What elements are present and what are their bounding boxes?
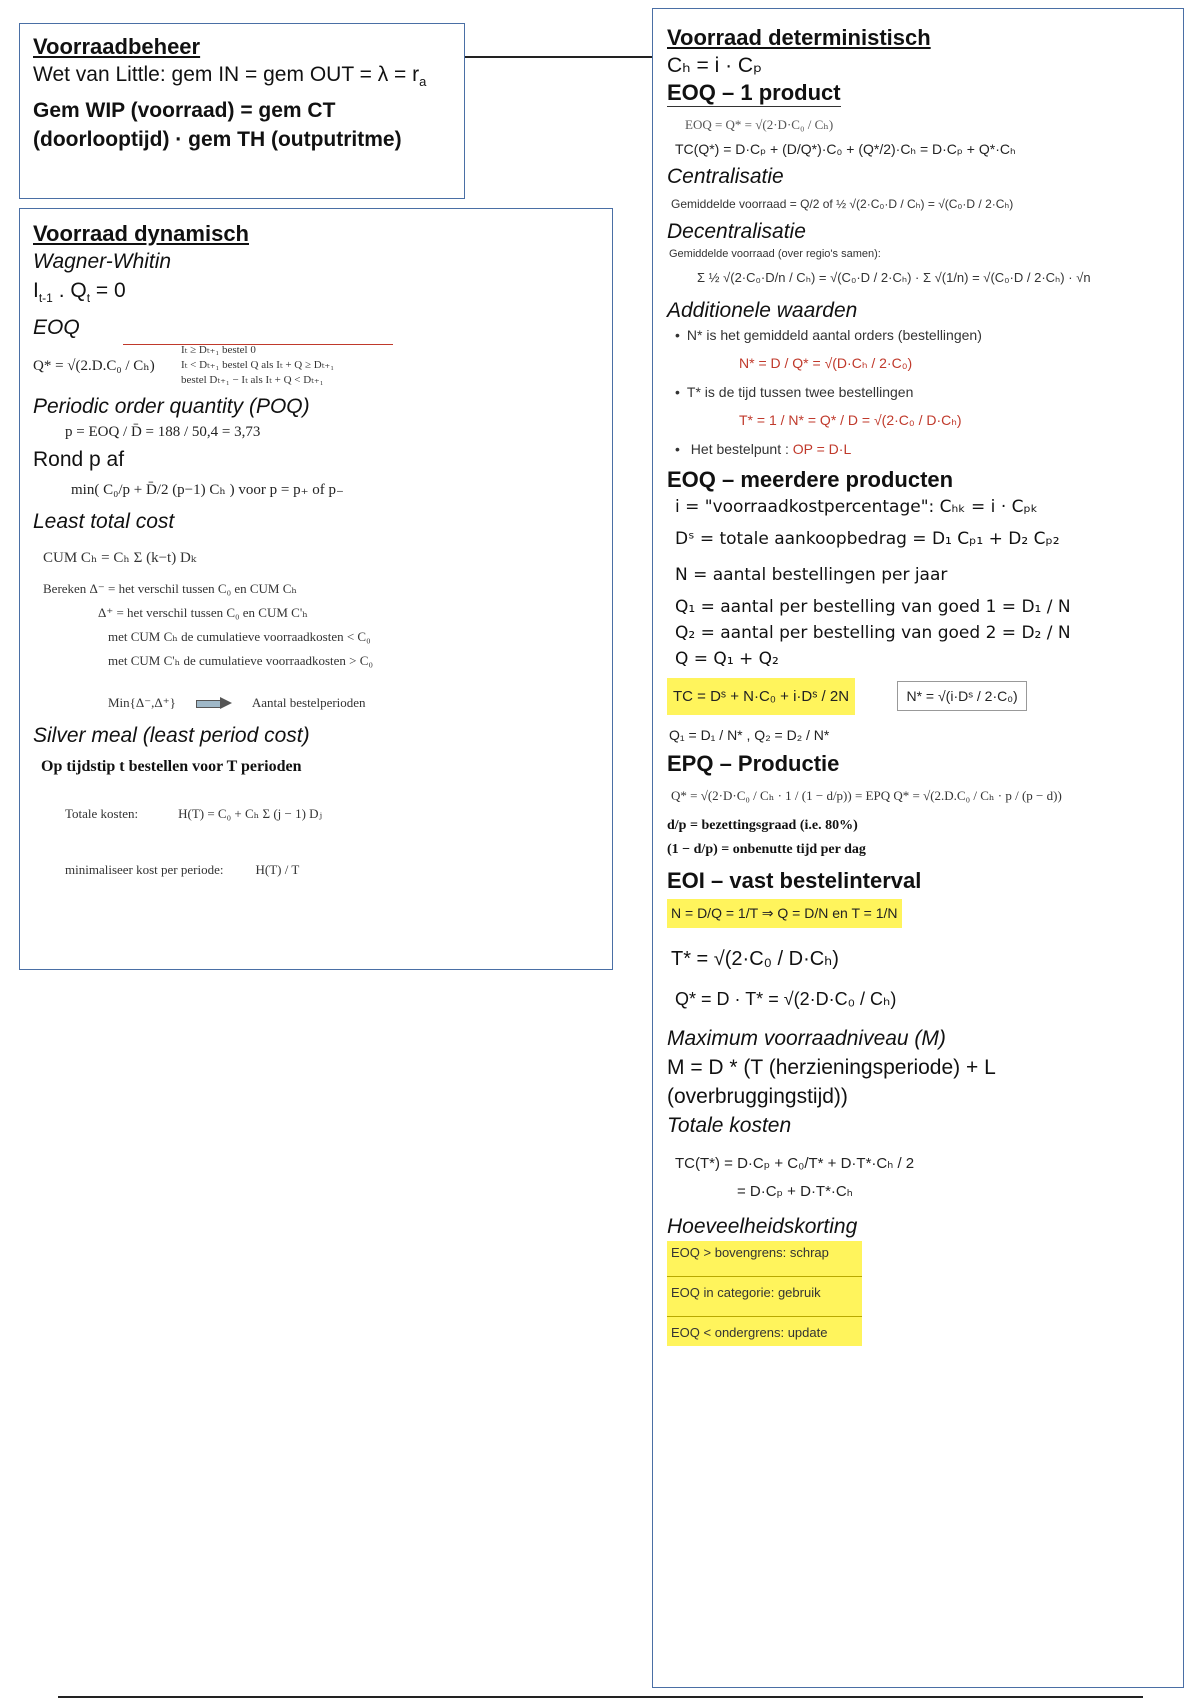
tct-1: TC(T*) = D·Cₚ + C₀/T* + D·T*·Cₕ / 2 bbox=[675, 1155, 915, 1172]
multi-def: Q = Q₁ + Q₂ bbox=[675, 649, 779, 669]
q-star: Q* = D · T* = √(2·D·C₀ / Cₕ) bbox=[675, 989, 897, 1009]
eoq1-formula: EOQ = Q* = √(2·D·C₀ / Cₕ) bbox=[685, 117, 834, 132]
dp-line: d/p = bezettingsgraad (i.e. 80%) bbox=[667, 818, 858, 833]
epq-heading: EPQ – Productie bbox=[667, 751, 840, 776]
met-line: met CUM Cₕ de cumulatieve voorraadkosten < C₀ bbox=[108, 629, 371, 645]
hoev-heading: Hoeveelheidskorting bbox=[667, 1215, 858, 1238]
eoq-heading: EOQ bbox=[33, 316, 80, 340]
optijd-text: Op tijdstip t bestellen voor T perioden bbox=[41, 758, 302, 776]
tc-formula: TC(Q*) = D·Cₚ + (D/Q*)·C₀ + (Q*/2)·Cₕ = D·Cₚ + Q*·Cₕ bbox=[675, 141, 1016, 157]
n-bullet: • N* is het gemiddeld aantal orders (bestellingen) bbox=[675, 327, 1169, 343]
op-value: OP = D·L bbox=[792, 441, 852, 457]
decentral-heading: Decentralisatie bbox=[667, 220, 806, 243]
ht-formula: H(T) = C₀ + Cₕ Σ (j − 1) Dⱼ bbox=[178, 806, 322, 822]
wagner-heading: Wagner-Whitin bbox=[33, 250, 172, 273]
it-text: I bbox=[33, 279, 39, 302]
multi-def: Q₁ = aantal per bestelling van goed 1 = D₁ / N bbox=[675, 597, 1071, 617]
eoi-formula: N = D/Q = 1/T ⇒ Q = D/N en T = 1/N bbox=[667, 899, 902, 928]
multi-def: i = "voorraadkostpercentage": Cₕₖ = i · Cₚₖ bbox=[675, 497, 1039, 517]
arrow-icon bbox=[196, 697, 232, 709]
little-text: Wet van Little: gem IN = gem OUT = λ = r bbox=[33, 63, 420, 86]
ltc-heading: Least total cost bbox=[33, 510, 175, 534]
eoq-formula: Q* = √(2.D.C₀ / Cₕ) bbox=[33, 358, 155, 375]
box-title: Voorraad dynamisch bbox=[33, 221, 249, 246]
it-tail: = 0 bbox=[90, 279, 126, 302]
eoq-rules bbox=[181, 343, 334, 388]
korting-rule: EOQ in categorie: gebruik bbox=[667, 1277, 862, 1317]
cum-formula: CUM Cₕ = Cₕ Σ (k−t) Dₖ bbox=[43, 550, 197, 567]
eoq-rule: Iₜ ≥ Dₜ₊₁ bestel 0 bbox=[181, 344, 256, 357]
t-bullet: • T* is de tijd tussen twee bestellingen bbox=[675, 384, 1169, 400]
met-line: met CUM C'ₕ de cumulatieve voorraadkosten > C₀ bbox=[108, 653, 373, 669]
min-delta-row bbox=[108, 695, 599, 711]
footer-rule bbox=[58, 1696, 1143, 1698]
htt-formula: H(T) / T bbox=[255, 862, 300, 878]
min-delta: Min{Δ⁻,Δ⁺} bbox=[108, 695, 176, 711]
dp-block bbox=[667, 814, 1169, 862]
eoq-formula-block bbox=[33, 343, 599, 388]
eoqm-heading: EOQ – meerdere producten bbox=[667, 467, 954, 492]
box-title: Voorraad deterministisch bbox=[667, 25, 931, 50]
eoq1-heading: EOQ – 1 product bbox=[667, 80, 841, 105]
wip-line-1: Gem WIP (voorraad) = gem CT bbox=[33, 99, 336, 123]
q-multi: Q₁ = D₁ / N* , Q₂ = D₂ / N* bbox=[669, 727, 830, 743]
epq-formula: Q* = √(2·D·C₀ / Cₕ · 1 / (1 − d/p)) = EPQ Q* = √(2.D.C₀ / Cₕ · p / (p − d)) bbox=[671, 788, 1062, 803]
it-sub: t-1 bbox=[38, 291, 53, 306]
op-bullet bbox=[675, 441, 1169, 457]
dp-line: (1 − d/p) = onbenutte tijd per dag bbox=[667, 842, 866, 857]
bereken-line: Δ⁺ = het verschil tussen C₀ en CUM C'ₕ bbox=[98, 605, 308, 621]
it-sub2: t bbox=[86, 291, 91, 306]
korting-rule: EOQ < ondergrens: update bbox=[671, 1325, 828, 1340]
voorraad-deterministisch-box bbox=[652, 8, 1184, 1688]
totk-heading: Totale kosten bbox=[667, 1114, 792, 1137]
rond-heading: Rond p af bbox=[33, 448, 125, 472]
min-formula: min( C₀/p + D̄/2 (p−1) Cₕ ) voor p = p₊ of p₋ bbox=[71, 482, 344, 499]
t-formula: T* = 1 / N* = Q* / D = √(2·C₀ / D·Cₕ) bbox=[739, 412, 962, 428]
multi-def: N = aantal bestellingen per jaar bbox=[675, 565, 948, 585]
m-formula-2: (overbruggingstijd)) bbox=[667, 1085, 848, 1108]
eoq-rule: Iₜ < Dₜ₊₁ bestel Q als Iₜ + Q ≥ Dₜ₊₁ bbox=[181, 359, 335, 372]
t-star: T* = √(2·C₀ / D·Cₕ) bbox=[671, 948, 839, 970]
m-formula-1: M = D * (T (herzieningsperiode) + L bbox=[667, 1056, 996, 1079]
n-formula: N* = D / Q* = √(D·Cₕ / 2·C₀) bbox=[739, 355, 913, 371]
tct-2: = D·Cₚ + D·T*·Cₕ bbox=[737, 1183, 853, 1200]
connector-line bbox=[464, 56, 652, 58]
silver-heading: Silver meal (least period cost) bbox=[33, 724, 310, 748]
little-law bbox=[33, 60, 451, 96]
korting-block bbox=[667, 1241, 862, 1346]
multi-defs bbox=[675, 494, 1169, 672]
bereken-line: Bereken Δ⁻ = het verschil tussen C₀ en CUM Cₕ bbox=[43, 581, 298, 597]
decentral-note: Gemiddelde voorraad (over regio's samen): bbox=[669, 248, 881, 260]
add-heading: Additionele waarden bbox=[667, 299, 858, 322]
central-heading: Centralisatie bbox=[667, 165, 784, 188]
n-multi: N* = √(i·Dˢ / 2·C₀) bbox=[897, 681, 1026, 711]
minim-label: minimaliseer kost per periode: bbox=[65, 862, 224, 878]
wip-line-2: (doorlooptijd) · gem TH (outputritme) bbox=[33, 128, 402, 152]
totale-row bbox=[65, 806, 599, 822]
bereken-block bbox=[43, 577, 599, 673]
voorraad-dynamisch-box bbox=[19, 208, 613, 970]
it-rule bbox=[33, 276, 599, 313]
multi-def: Dˢ = totale aankoopbedrag = D₁ Cₚ₁ + D₂ Cₚ₂ bbox=[675, 529, 1060, 549]
ch-formula: Cₕ = i · Cₚ bbox=[667, 54, 763, 77]
voorraadbeheer-box bbox=[19, 23, 465, 199]
box-title: Voorraadbeheer bbox=[33, 34, 201, 59]
it-rest: . Q bbox=[52, 279, 87, 302]
decentral-formula: Σ ½ √(2·C₀·D/n / Cₕ) = √(C₀·D / 2·Cₕ) · Σ √(1/n) = √(C₀·D / 2·Cₕ) · √n bbox=[697, 270, 1091, 285]
multi-def: Q₂ = aantal per bestelling van goed 2 = D₂ / N bbox=[675, 623, 1071, 643]
op-label: Het bestelpunt : bbox=[690, 441, 793, 457]
tc-multi: TC = Dˢ + N·C₀ + i·Dˢ / 2N bbox=[667, 678, 855, 715]
central-formula: Gemiddelde voorraad = Q/2 of ½ √(2·C₀·D / Cₕ) = √(C₀·D / 2·Cₕ) bbox=[671, 197, 1014, 211]
max-heading: Maximum voorraadniveau (M) bbox=[667, 1027, 946, 1050]
little-sub: a bbox=[419, 74, 427, 90]
poq-formula: p = EOQ / D̄ = 188 / 50,4 = 3,73 bbox=[65, 424, 261, 441]
eoq-rule: bestel Dₜ₊₁ − Iₜ als Iₜ + Q < Dₜ₊₁ bbox=[181, 374, 324, 387]
minim-row bbox=[65, 862, 599, 878]
eoi-heading: EOI – vast bestelinterval bbox=[667, 868, 922, 893]
aantal-text: Aantal bestelperioden bbox=[251, 695, 366, 711]
korting-rule: EOQ > bovengrens: schrap bbox=[667, 1241, 862, 1277]
totale-label: Totale kosten: bbox=[65, 806, 139, 822]
poq-heading: Periodic order quantity (POQ) bbox=[33, 395, 310, 419]
